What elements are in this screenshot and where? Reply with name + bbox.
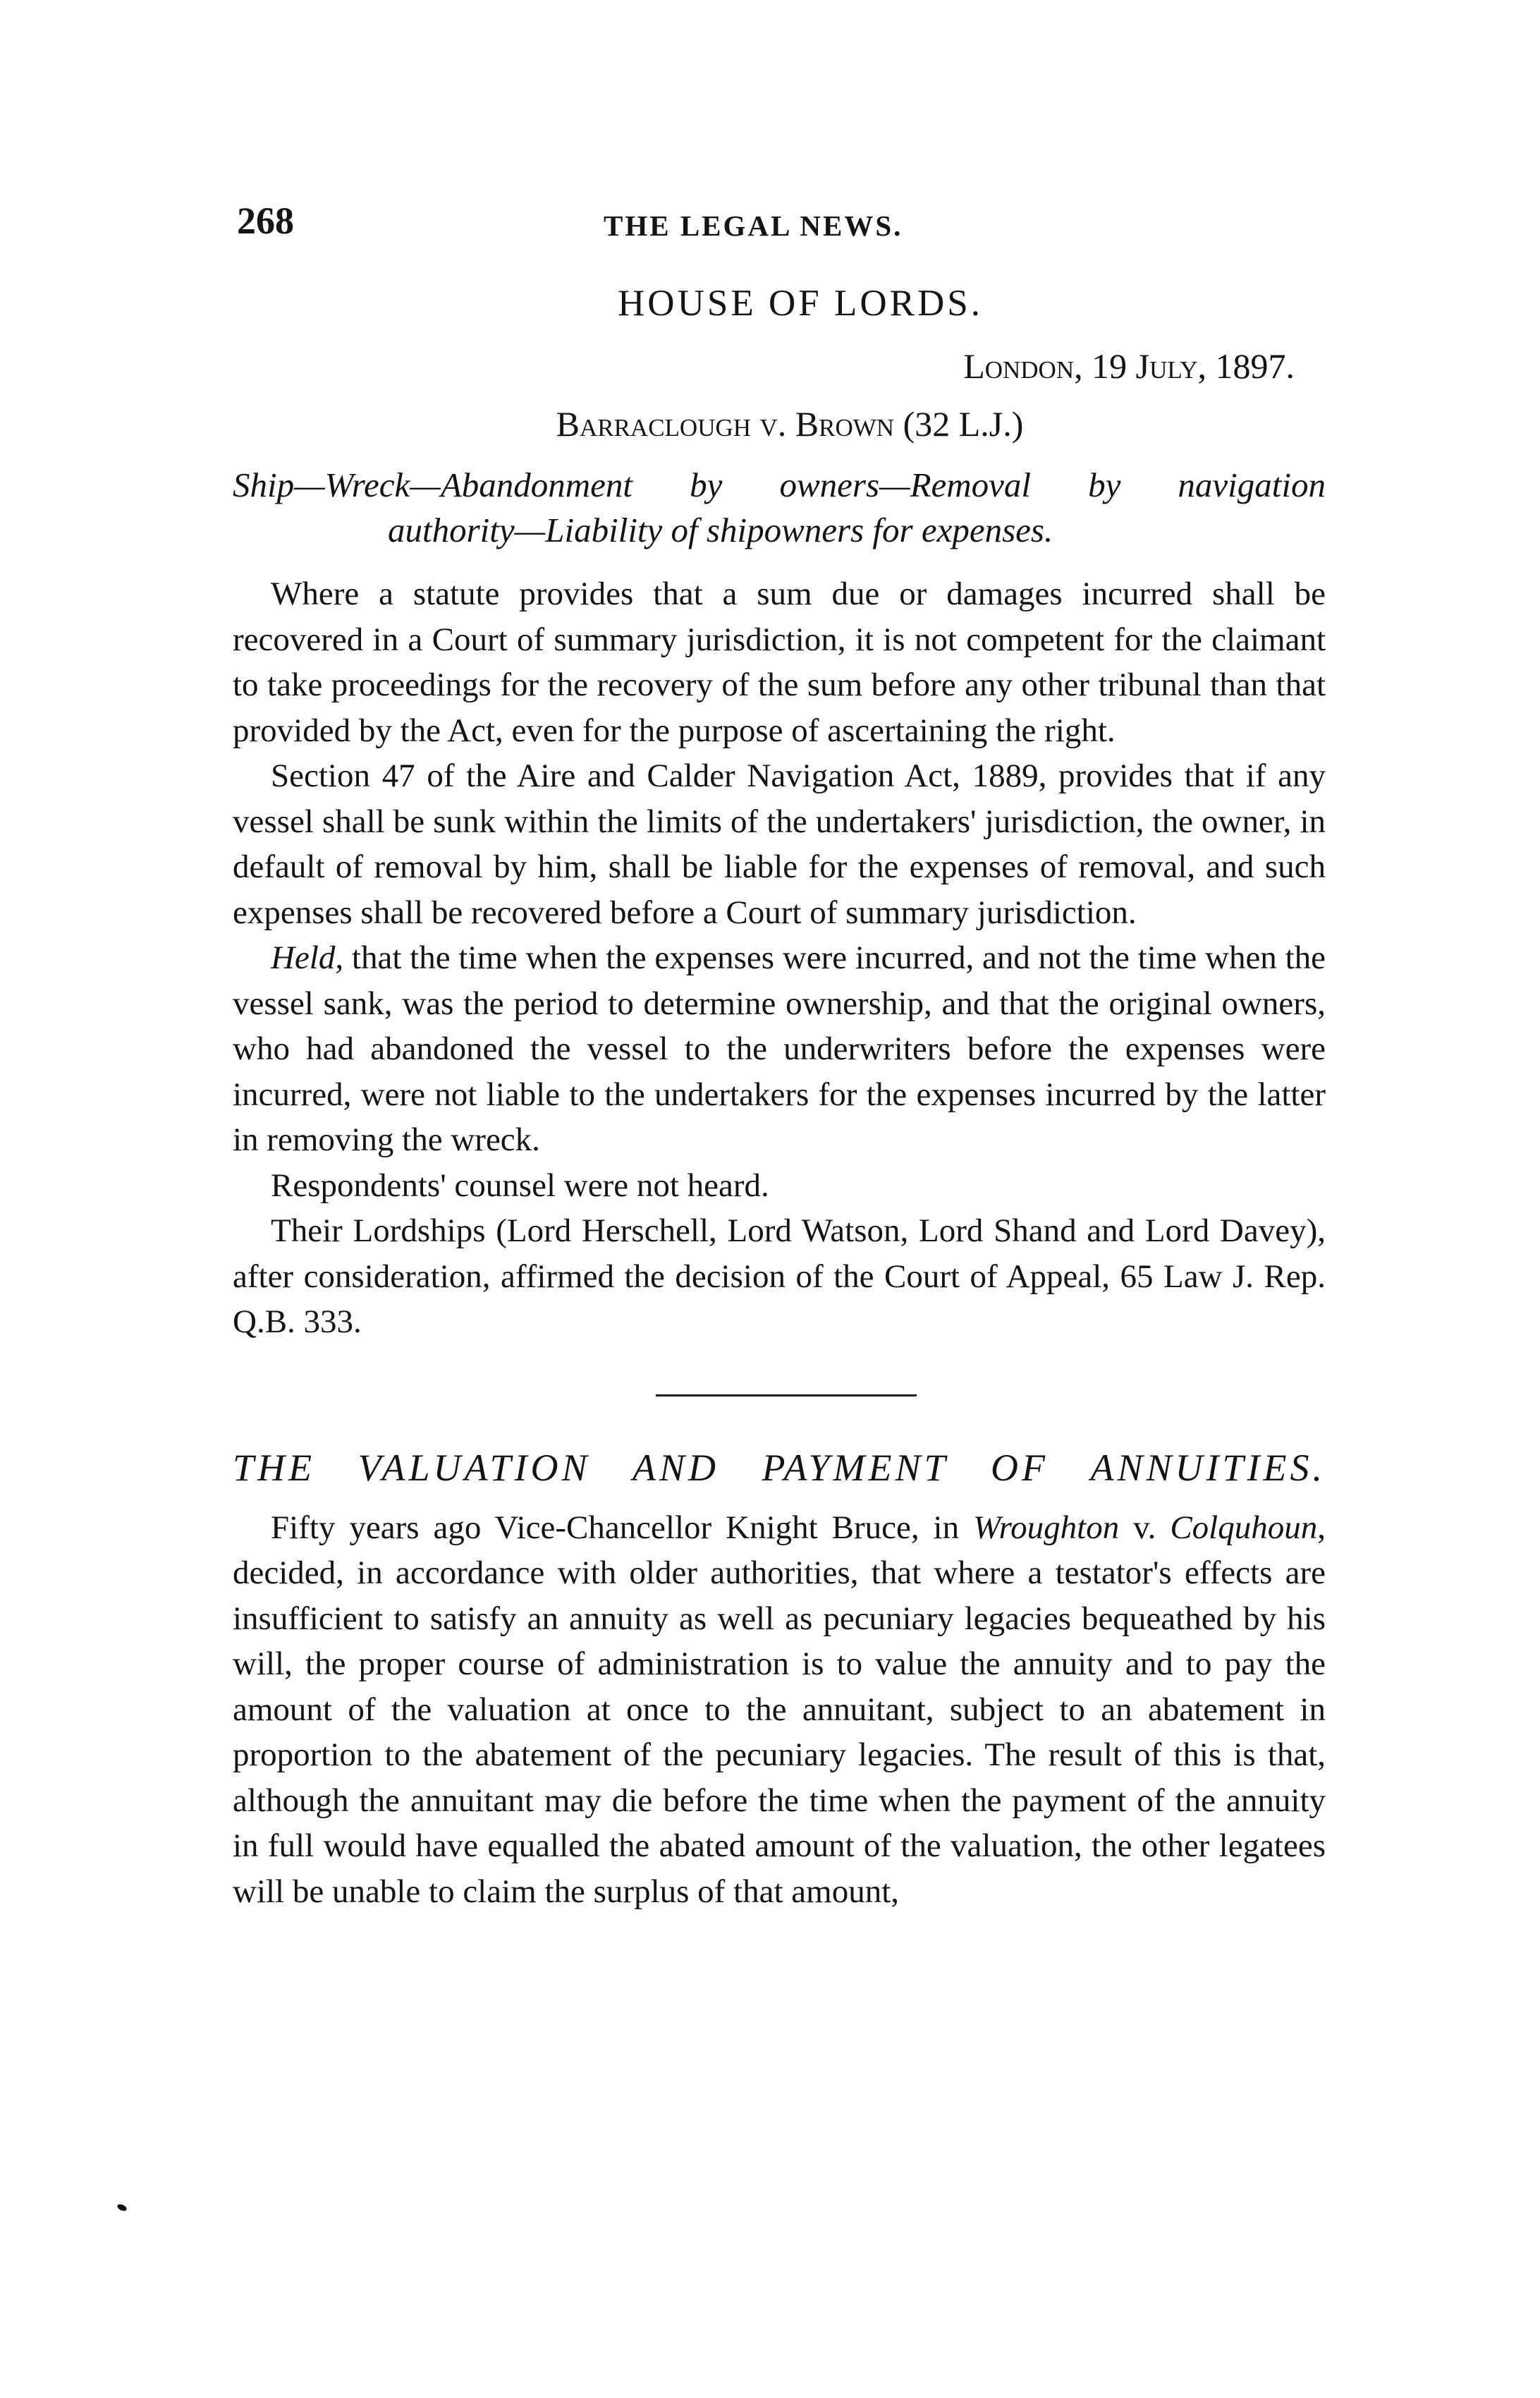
article-heading: THE VALUATION AND PAYMENT OF ANNUITIES. xyxy=(233,1446,1326,1489)
page-number: 268 xyxy=(237,200,294,242)
annuities-text-b: v. xyxy=(1119,1509,1171,1546)
annuities-text-c: , decided, in accordance with older authorities, that where a testator's effects are insufficient to satisfy an annuity as well as pecuniary legacies bequeathed by his will, the proper course of administration is to value the annuity and to pay the amount of the valuation at once to the annuitant, subject to an abatement in proportion to the abatement of the pecuniary legacies. The result of this is that, although the annuitant may die before the time when the payment of the annuity in full would have equalled the abated amount of the valuation, the other legatees will be unable to claim the surplus of that amount, xyxy=(233,1509,1326,1910)
decision-paragraph: Their Lordships (Lord Herschell, Lord Watson, Lord Shand and Lord Davey), after consideration, affirmed the decision of the Court of Appeal, 65 Law J. Rep. Q.B. 333. xyxy=(233,1212,1326,1340)
headnote-line-2: authority—Liability of shipowners for expenses. xyxy=(388,511,1053,549)
ink-speck xyxy=(116,2203,128,2212)
section-divider xyxy=(656,1394,917,1396)
running-head xyxy=(237,199,1323,255)
annuities-paragraph xyxy=(233,1505,1326,1915)
headnote-summary xyxy=(233,463,1326,553)
statute-paragraph: Section 47 of the Aire and Calder Navigation Act, 1889, provides that if any vessel shall be sunk within the limits of the undertakers' jurisdiction, the owner, in default of removal by him, shall be liable for the expenses of removal, and such expenses shall be recovered before a Court of summary jurisdiction. xyxy=(233,757,1326,931)
holding-text: that the time when the expenses were incurred, and not the time when the vessel sank, was the period to determine ownership, and that the original owners, who had abandoned the vessel to the underwriters before the expenses were incurred, were not liable to the undertakers for the expenses incurred by the latter in removing the wreck. xyxy=(233,939,1326,1158)
case-name-wroughton: Wroughton xyxy=(973,1509,1120,1546)
case-title: Barraclough v. Brown (32 L.J.) xyxy=(556,404,1024,444)
annuities-text-a: Fifty years ago Vice-Chancellor Knight Bruce, in xyxy=(271,1509,974,1546)
holding-paragraph xyxy=(233,935,1326,1163)
headnote-line-1: Ship—Wreck—Abandonment by owners—Removal by navigation xyxy=(233,465,1326,504)
counsel-paragraph: Respondents' counsel were not heard. xyxy=(271,1167,769,1204)
held-label: Held, xyxy=(271,939,344,976)
case-name-colquhoun: Colquhoun xyxy=(1170,1509,1318,1546)
headnote-paragraph: Where a statute provides that a sum due or damages incurred shall be recovered in a Court of summary jurisdiction, it is not competent for the claimant to take proceedings for the recovery of the sum before any other tribunal than that provided by the Act, even for the purpose of ascertaining the right. xyxy=(233,576,1326,749)
court-heading: HOUSE OF LORDS. xyxy=(618,283,983,324)
dateline: London, 19 July, 1897. xyxy=(963,346,1295,386)
text-column xyxy=(233,282,1326,1914)
journal-title: THE LEGAL NEWS. xyxy=(604,209,903,242)
